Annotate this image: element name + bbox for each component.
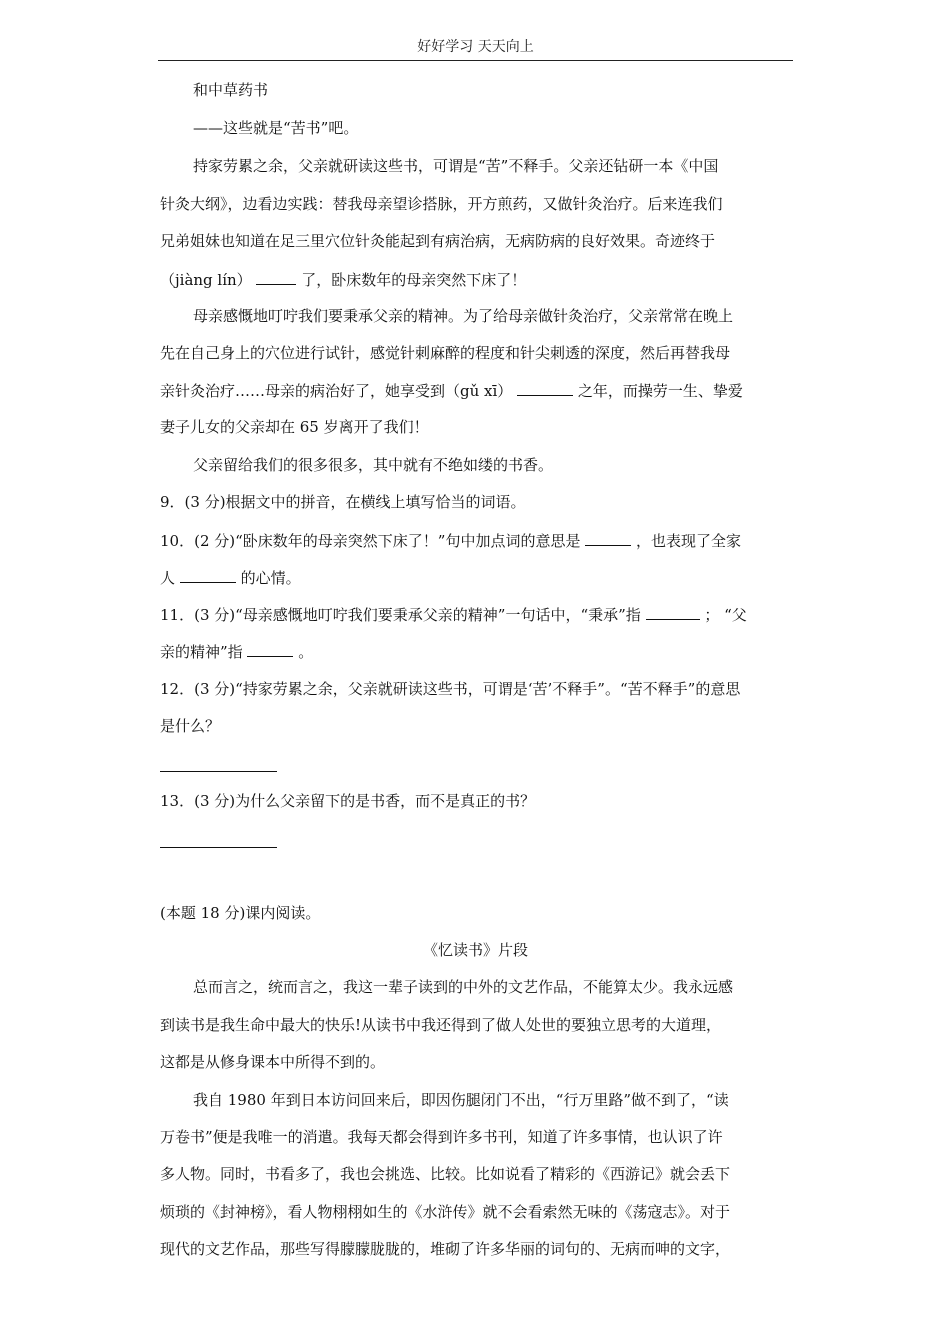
passage-line: 持家劳累之余，父亲就研读这些书，可谓是“苦”不释手。父亲还钻研一本《中国 [193, 157, 719, 175]
question-text: 的心情。 [240, 569, 301, 587]
question-text: 10．(2 分)“卧床数年的母亲突然下床了！”句中加点词的意思是 [160, 532, 581, 550]
question-text: 人 [160, 569, 176, 587]
passage-line-with-blank [160, 269, 526, 290]
passage-line-with-blank [160, 380, 743, 401]
page-header: 好好学习 天天向上 [417, 39, 534, 55]
question-text: 亲的精神”指 [160, 643, 243, 661]
header-divider [158, 60, 793, 61]
passage-line: ——这些就是“苦书”吧。 [193, 119, 359, 137]
reading-line: 这都是从修身课本中所得不到的。 [160, 1053, 386, 1071]
answer-line[interactable] [160, 847, 277, 848]
question-text: ，也表现了全家 [636, 532, 742, 550]
fill-blank[interactable] [517, 380, 573, 396]
section-title: 《忆读书》片段 [422, 941, 528, 959]
answer-blank[interactable] [646, 604, 700, 620]
question-text: ； “父 [704, 606, 747, 624]
question-11-continued [160, 641, 313, 662]
question-13: 13．(3 分)为什么父亲留下的是书香，而不是真正的书？ [160, 792, 536, 810]
reading-line: 烦琐的《封神榜》，看人物栩栩如生的《水浒传》就不会看索然无味的《荡寇志》。对于 [160, 1203, 731, 1221]
passage-text: 亲针灸治疗……母亲的病治好了，她享受到（gǔ xī） [160, 382, 513, 400]
reading-line: 总而言之，统而言之，我这一辈子读到的中外的文艺作品，不能算太少。我永远感 [193, 978, 734, 996]
fill-blank[interactable] [256, 269, 296, 285]
passage-text: 之年，而操劳一生、挚爱 [577, 382, 743, 400]
passage-line: 兄弟姐妹也知道在足三里穴位针灸能起到有病治病，无病防病的良好效果。奇迹终于 [160, 232, 716, 250]
passage-line: 和中草药书 [193, 81, 269, 99]
passage-text: 了，卧床数年的母亲突然下床了！ [301, 271, 527, 289]
answer-blank[interactable] [585, 530, 631, 546]
question-9: 9．(3 分)根据文中的拼音，在横线上填写恰当的词语。 [160, 493, 526, 511]
pinyin-hint: （jiàng lín） [160, 271, 252, 289]
question-10 [160, 530, 741, 551]
question-text: 。 [298, 643, 314, 661]
question-10-continued [160, 567, 301, 588]
question-11 [160, 604, 747, 625]
reading-line: 到读书是我生命中最大的快乐!从读书中我还得到了做人处世的要独立思考的大道理， [160, 1016, 722, 1034]
reading-line: 我自 1980 年到日本访问回来后，即因伤腿闭门不出，“行万里路”做不到了，“读 [193, 1091, 729, 1109]
answer-line[interactable] [160, 771, 277, 772]
passage-line: 母亲感慨地叮咛我们要秉承父亲的精神。为了给母亲做针灸治疗，父亲常常在晚上 [193, 307, 734, 325]
question-12: 12．(3 分)“持家劳累之余，父亲就研读这些书，可谓是‘苦’不释手”。“苦不释手”的意思 [160, 680, 741, 698]
reading-line: 万卷书”便是我唯一的消遣。我每天都会得到许多书刊，知道了许多事情，也认识了许 [160, 1128, 723, 1146]
reading-line: 现代的文艺作品，那些写得朦朦胧胧的，堆砌了许多华丽的词句的、无病而呻的文字， [160, 1240, 731, 1258]
question-12-continued: 是什么？ [160, 717, 221, 735]
reading-line: 多人物。同时，书看多了，我也会挑选、比较。比如说看了精彩的《西游记》就会丢下 [160, 1165, 731, 1183]
passage-line: 先在自己身上的穴位进行试针，感觉针刺麻醉的程度和针尖刺透的深度，然后再替我母 [160, 344, 731, 362]
passage-line: 针灸大纲》，边看边实践：替我母亲望诊搭脉，开方煎药，又做针灸治疗。后来连我们 [160, 195, 723, 213]
section-intro: (本题 18 分)课内阅读。 [160, 904, 321, 922]
passage-line: 父亲留给我们的很多很多，其中就有不绝如缕的书香。 [193, 456, 554, 474]
question-text: 11．(3 分)“母亲感慨地叮咛我们要秉承父亲的精神”一句话中，“秉承”指 [160, 606, 641, 624]
passage-line: 妻子儿女的父亲却在 65 岁离开了我们！ [160, 418, 429, 436]
answer-blank[interactable] [180, 567, 236, 583]
answer-blank[interactable] [247, 641, 293, 657]
